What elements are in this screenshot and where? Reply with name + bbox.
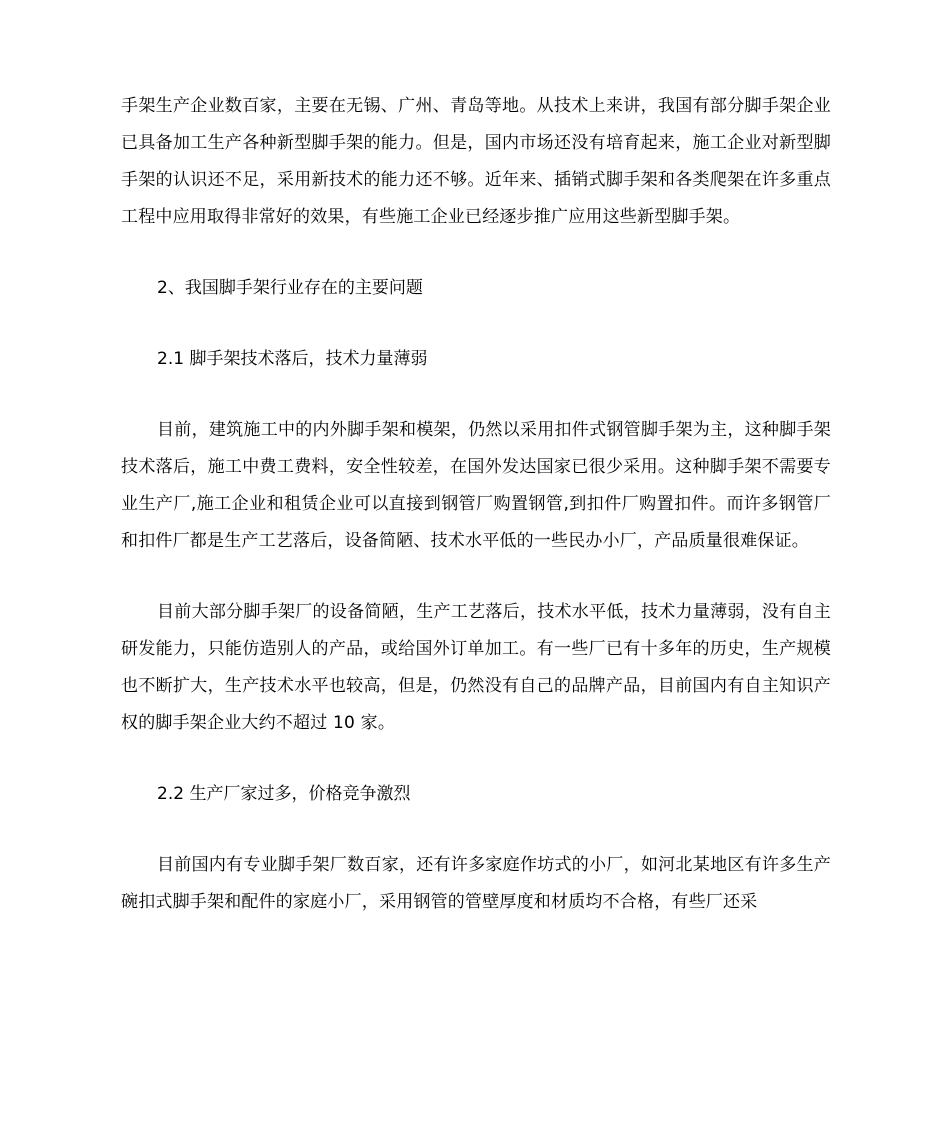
- paragraph-fastener-scaffold: 目前，建筑施工中的内外脚手架和模架，仍然以采用扣件式钢管脚手架为主，这种脚手架技术落后，施工中费工费料，安全性较差，在国外发达国家已很少采用。这种脚手架不需要专业生产厂,施工企业和租赁企业可以直接到钢管厂购置钢管,到扣件厂购置扣件。而许多钢管厂和扣件厂都是生产工艺落后，设备简陋、技术水平低的一些民办小厂，产品质量很难保证。: [121, 420, 831, 551]
- paragraph-factory-equipment: 目前大部分脚手架厂的设备简陋，生产工艺落后，技术水平低，技术力量薄弱，没有自主研发能力，只能仿造别人的产品，或给国外订单加工。有一些厂已有十多年的历史，生产规模也不断扩大，生产技术水平也较高，但是，仍然没有自己的品牌产品，目前国内有自主知识产权的脚手架企业大约不超过 10 家。: [121, 602, 831, 733]
- paragraph-industry-status: 手架生产企业数百家，主要在无锡、广州、青岛等地。从技术上来讲，我国有部分脚手架企业已具备加工生产各种新型脚手架的能力。但是，国内市场还没有培育起来，施工企业对新型脚手架的认识还不足，采用新技术的能力还不够。近年来、插销式脚手架和各类爬架在许多重点工程中应用取得非常好的效果，有些施工企业已经逐步推广应用这些新型脚手架。: [121, 96, 831, 227]
- subsection-heading-2-2: 2.2 生产厂家过多，价格竞争激烈: [157, 784, 411, 804]
- subsection-heading-2-1: 2.1 脚手架技术落后，技术力量薄弱: [157, 349, 428, 369]
- paragraph-gap: [121, 236, 831, 270]
- document-body: [121, 88, 831, 921]
- paragraph-gap: [121, 813, 831, 847]
- paragraph-gap: [121, 378, 831, 412]
- paragraph-manufacturer-count: 目前国内有专业脚手架厂数百家，还有许多家庭作坊式的小厂，如河北某地区有许多生产碗扣式脚手架和配件的家庭小厂，采用钢管的管壁厚度和材质均不合格，有些厂还采: [121, 855, 831, 912]
- section-heading-main-problems: 2、我国脚手架行业存在的主要问题: [157, 278, 423, 298]
- paragraph-gap: [121, 742, 831, 776]
- paragraph-gap: [121, 307, 831, 341]
- paragraph-gap: [121, 560, 831, 594]
